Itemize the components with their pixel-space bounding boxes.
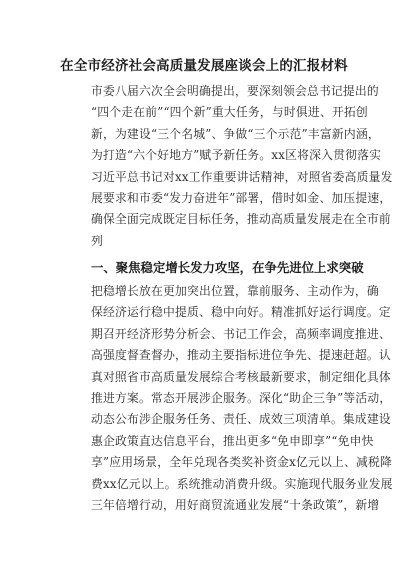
intro-line: “四个走在前”“四个新”重大任务，与时俱进、开拓创 [91, 105, 368, 120]
section-line: 动态公布涉企服务任务、责任、成效三项清单。集成建设 [91, 412, 391, 427]
section-heading: 一、聚焦稳定增长发力攻坚，在争先进位上求突破 [91, 260, 364, 275]
intro-paragraph [91, 81, 393, 252]
intro-line: 为打造“六个好地方”赋予新任务。xx区将深入贯彻落实 [91, 148, 382, 163]
intro-line: 展要求和市委“发力奋进年”部署，借时如金、加压提速， [91, 190, 392, 205]
section-line: 真对照省市高质量发展综合考核最新要求，制定细化具体 [91, 369, 391, 384]
section-line: 把稳增长放在更加突出位置，靠前服务、主动作为，确 [91, 284, 379, 298]
section-line: 推进方案。常态开展涉企服务。深化“助企三争”等活动， [91, 390, 392, 405]
intro-line: 新，为建设“三个名城”、争做“三个示范”丰富新内涵， [91, 126, 380, 141]
intro-line: 市委八届六次全会明确提出，要深刻领会总书记提出的 [91, 84, 379, 98]
section-line: 高强度督查督办，推动主要指标进位争先、提速赶超。认 [91, 348, 391, 363]
intro-line: 确保全面完成既定目标任务，推动高质量发展走在全市前 [91, 212, 391, 227]
document-title: 在全市经济社会高质量发展座谈会上的汇报材料 [60, 58, 348, 74]
section-line: 费xx亿元以上。系统推动消费升级。实施现代服务业发展 [91, 476, 393, 491]
section-line: 期召开经济形势分析会、书记工作会，高频率调度推进、 [91, 326, 391, 341]
intro-line: 列 [91, 233, 103, 248]
section-line: 享”应用场景，全年兑现各类奖补资金x亿元以上、减税降 [91, 455, 393, 470]
section-paragraph [91, 281, 393, 516]
intro-line: 习近平总书记对xx工作重要讲话精神，对照省委高质量发 [91, 169, 393, 184]
section-line: 三年倍增行动，用好商贸流通业发展“十条政策”，新增 [91, 497, 380, 512]
section-line: 保经济运行稳中提质、稳中向好。精准抓好运行调度。定 [91, 305, 391, 320]
section-line: 惠企政策直达信息平台，推出更多“免申即享”“免申快 [91, 433, 374, 448]
